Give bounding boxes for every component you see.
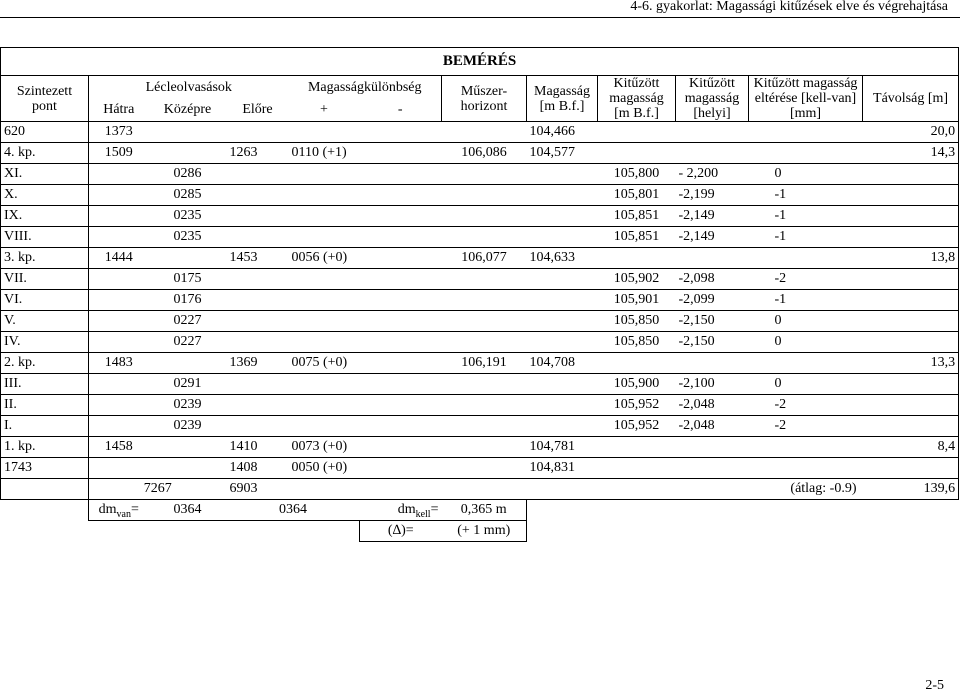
delta-row <box>1 521 959 542</box>
survey-table <box>0 47 959 542</box>
cell-staked-local: -2,149 <box>676 227 749 248</box>
cell-back <box>89 332 149 353</box>
table-row <box>1 416 959 437</box>
cell-staked-local: -2,098 <box>676 269 749 290</box>
cell-fore <box>227 290 289 311</box>
cell-elevation <box>527 290 598 311</box>
section-title: BEMÉRÉS <box>1 48 959 76</box>
cell-height-diff <box>289 164 442 185</box>
table-row <box>1 353 959 374</box>
cell-point: III. <box>1 374 89 395</box>
cell-fore <box>227 416 289 437</box>
cell-height-diff <box>289 311 442 332</box>
cell-fore <box>227 185 289 206</box>
cell-fore <box>227 122 289 143</box>
cell-middle: 0235 <box>149 206 227 227</box>
cell-distance <box>863 395 959 416</box>
dm-van-eq: = <box>130 502 139 517</box>
cell-back <box>89 185 149 206</box>
col-header-point: Szintezett pont <box>1 76 89 122</box>
col-header-staked-local: Kitűzött magasság [helyi] <box>676 76 749 122</box>
cell-point: I. <box>1 416 89 437</box>
cell-middle <box>149 122 227 143</box>
cell-back <box>89 374 149 395</box>
cell-distance <box>863 164 959 185</box>
cell-back: 1373 <box>89 122 149 143</box>
dm-kell-sub: kell <box>415 508 431 520</box>
cell-elevation: 104,633 <box>527 248 598 269</box>
cell-instrument-horizon <box>442 290 527 311</box>
cell-height-diff: 0073 (+0) <box>289 437 442 458</box>
cell-instrument-horizon <box>442 227 527 248</box>
dm-van-text: dm <box>98 502 117 517</box>
cell-instrument-horizon: 106,191 <box>442 353 527 374</box>
cell-staked-local <box>676 353 749 374</box>
cell-staked-deviation <box>749 248 863 269</box>
cell-distance <box>863 227 959 248</box>
cell-back: 1444 <box>89 248 149 269</box>
cell-staked-deviation <box>749 437 863 458</box>
col-header-middle: Középre <box>149 99 227 122</box>
cell-elevation: 104,781 <box>527 437 598 458</box>
col-header-staked-deviation: Kitűzött magasság eltérése [kell-van] [mm] <box>749 76 863 122</box>
cell-staked-local <box>676 143 749 164</box>
col-header-minus: - <box>360 99 442 122</box>
cell-staked-deviation <box>749 353 863 374</box>
cell-middle: 0239 <box>149 395 227 416</box>
table-row <box>1 311 959 332</box>
cell-staked-deviation: -1 <box>749 227 863 248</box>
cell-staked-elevation <box>598 122 676 143</box>
cell-staked-local: -2,150 <box>676 332 749 353</box>
cell-point: 2. kp. <box>1 353 89 374</box>
cell-instrument-horizon <box>442 164 527 185</box>
cell-middle <box>149 458 227 479</box>
cell-height-diff: 0075 (+0) <box>289 353 442 374</box>
cell-elevation <box>527 206 598 227</box>
cell-middle: 0227 <box>149 311 227 332</box>
table-row <box>1 374 959 395</box>
cell-staked-deviation: -1 <box>749 185 863 206</box>
cell-fore <box>227 227 289 248</box>
cell-staked-deviation: 0 <box>749 332 863 353</box>
cell-instrument-horizon <box>442 437 527 458</box>
distance-sum: 139,6 <box>863 479 959 500</box>
col-header-plus: + <box>289 99 360 122</box>
dm-van-label <box>89 500 149 521</box>
cell-middle <box>149 248 227 269</box>
cell-staked-elevation: 105,850 <box>598 311 676 332</box>
cell-middle: 0176 <box>149 290 227 311</box>
cell-staked-local: -2,048 <box>676 395 749 416</box>
cell-back <box>89 395 149 416</box>
cell-point: II. <box>1 395 89 416</box>
table-row <box>1 395 959 416</box>
cell-distance <box>863 185 959 206</box>
cell-staked-deviation: -2 <box>749 416 863 437</box>
back-sum: 7267 <box>89 479 227 500</box>
cell-distance <box>863 206 959 227</box>
cell-point: V. <box>1 311 89 332</box>
col-header-instrument-horizon: Műszer-horizont <box>442 76 527 122</box>
cell-staked-elevation: 105,952 <box>598 395 676 416</box>
cell-point: 620 <box>1 122 89 143</box>
cell-point: IX. <box>1 206 89 227</box>
table-row <box>1 248 959 269</box>
cell-height-diff <box>289 395 442 416</box>
cell-instrument-horizon <box>442 458 527 479</box>
cell-staked-deviation: 0 <box>749 311 863 332</box>
cell-staked-elevation: 105,800 <box>598 164 676 185</box>
col-header-fore: Előre <box>227 99 289 122</box>
cell-instrument-horizon <box>442 122 527 143</box>
cell-middle <box>149 353 227 374</box>
cell-point: 1. kp. <box>1 437 89 458</box>
delta-value: (+ 1 mm) <box>442 521 527 542</box>
cell-back <box>89 269 149 290</box>
cell-back <box>89 416 149 437</box>
cell-staked-elevation: 105,851 <box>598 227 676 248</box>
table-row <box>1 143 959 164</box>
cell-elevation <box>527 416 598 437</box>
table-row <box>1 122 959 143</box>
dm-kell-text: dm <box>397 502 416 517</box>
cell-staked-elevation <box>598 437 676 458</box>
cell-height-diff: 0056 (+0) <box>289 248 442 269</box>
cell-back <box>89 227 149 248</box>
totals-row <box>1 479 959 500</box>
cell-fore: 1410 <box>227 437 289 458</box>
cell-point: X. <box>1 185 89 206</box>
cell-instrument-horizon <box>442 416 527 437</box>
cell-instrument-horizon <box>442 269 527 290</box>
cell-back <box>89 458 149 479</box>
cell-staked-elevation: 105,901 <box>598 290 676 311</box>
cell-distance <box>863 416 959 437</box>
header-row-1 <box>1 76 959 99</box>
table-row <box>1 290 959 311</box>
cell-elevation <box>527 311 598 332</box>
cell-fore: 1453 <box>227 248 289 269</box>
cell-staked-deviation <box>749 143 863 164</box>
cell-distance: 14,3 <box>863 143 959 164</box>
cell-staked-elevation <box>598 248 676 269</box>
cell-elevation <box>527 269 598 290</box>
cell-point: VII. <box>1 269 89 290</box>
cell-staked-elevation: 105,902 <box>598 269 676 290</box>
cell-height-diff <box>289 185 442 206</box>
col-header-height-diff: Magasságkülönbség <box>289 76 442 99</box>
table-row <box>1 227 959 248</box>
cell-fore <box>227 206 289 227</box>
cell-instrument-horizon <box>442 395 527 416</box>
cell-middle: 0235 <box>149 227 227 248</box>
cell-fore: 1408 <box>227 458 289 479</box>
cell-distance <box>863 290 959 311</box>
cell-elevation <box>527 185 598 206</box>
cell-middle: 0286 <box>149 164 227 185</box>
dm-kell-value: 0,365 m <box>442 500 527 521</box>
cell-back: 1483 <box>89 353 149 374</box>
cell-fore <box>227 269 289 290</box>
cell-staked-local: -2,149 <box>676 206 749 227</box>
cell-fore <box>227 332 289 353</box>
cell-distance: 20,0 <box>863 122 959 143</box>
cell-staked-local: -2,150 <box>676 311 749 332</box>
cell-height-diff <box>289 332 442 353</box>
cell-fore <box>227 395 289 416</box>
cell-point: XI. <box>1 164 89 185</box>
cell-staked-deviation: 0 <box>749 374 863 395</box>
closure-spacer <box>1 500 89 521</box>
cell-height-diff <box>289 227 442 248</box>
cell-point: VIII. <box>1 227 89 248</box>
cell-staked-local <box>676 248 749 269</box>
cell-staked-elevation: 105,850 <box>598 332 676 353</box>
header-rule <box>0 17 960 18</box>
cell-back: 1509 <box>89 143 149 164</box>
cell-staked-deviation <box>749 122 863 143</box>
cell-elevation <box>527 395 598 416</box>
cell-distance <box>863 311 959 332</box>
table-row <box>1 164 959 185</box>
dm-van-sub: van <box>116 508 131 520</box>
cell-staked-local: -2,100 <box>676 374 749 395</box>
cell-staked-elevation: 105,900 <box>598 374 676 395</box>
cell-fore <box>227 374 289 395</box>
cell-fore: 1263 <box>227 143 289 164</box>
cell-back <box>89 164 149 185</box>
cell-middle <box>149 143 227 164</box>
cell-fore <box>227 164 289 185</box>
cell-instrument-horizon <box>442 311 527 332</box>
cell-fore <box>227 311 289 332</box>
cell-height-diff <box>289 206 442 227</box>
cell-middle: 0227 <box>149 332 227 353</box>
dm-van-value: 0364 <box>149 500 227 521</box>
cell-point: 1743 <box>1 458 89 479</box>
cell-staked-deviation: -1 <box>749 206 863 227</box>
dm-van-value-2: 0364 <box>227 500 360 521</box>
cell-middle: 0239 <box>149 416 227 437</box>
cell-middle: 0291 <box>149 374 227 395</box>
cell-elevation: 104,577 <box>527 143 598 164</box>
cell-elevation <box>527 164 598 185</box>
cell-staked-local <box>676 458 749 479</box>
cell-staked-local <box>676 437 749 458</box>
section-title-row <box>1 48 959 76</box>
table-row <box>1 185 959 206</box>
cell-back <box>89 311 149 332</box>
cell-distance <box>863 332 959 353</box>
cell-elevation: 104,708 <box>527 353 598 374</box>
col-header-elevation: Magasság [m B.f.] <box>527 76 598 122</box>
delta-label: (∆)= <box>360 521 442 542</box>
delta-spacer <box>1 521 360 542</box>
cell-distance <box>863 374 959 395</box>
cell-staked-deviation: 0 <box>749 164 863 185</box>
dm-kell-eq: = <box>430 502 439 517</box>
cell-point: IV. <box>1 332 89 353</box>
cell-staked-deviation <box>749 458 863 479</box>
cell-distance: 8,4 <box>863 437 959 458</box>
cell-staked-elevation: 105,851 <box>598 206 676 227</box>
cell-staked-elevation <box>598 143 676 164</box>
cell-elevation <box>527 332 598 353</box>
cell-distance: 13,8 <box>863 248 959 269</box>
closure-row <box>1 500 959 521</box>
cell-height-diff <box>289 290 442 311</box>
page-number: 2-5 <box>925 678 944 693</box>
table-row <box>1 332 959 353</box>
cell-back <box>89 290 149 311</box>
cell-point: 4. kp. <box>1 143 89 164</box>
cell-staked-elevation: 105,952 <box>598 416 676 437</box>
cell-middle: 0285 <box>149 185 227 206</box>
cell-instrument-horizon: 106,086 <box>442 143 527 164</box>
cell-elevation: 104,466 <box>527 122 598 143</box>
cell-staked-deviation: -2 <box>749 395 863 416</box>
cell-instrument-horizon <box>442 374 527 395</box>
cell-height-diff <box>289 122 442 143</box>
cell-elevation: 104,831 <box>527 458 598 479</box>
cell-fore: 1369 <box>227 353 289 374</box>
cell-instrument-horizon <box>442 332 527 353</box>
cell-height-diff: 0050 (+0) <box>289 458 442 479</box>
cell-distance: 13,3 <box>863 353 959 374</box>
cell-staked-elevation <box>598 353 676 374</box>
cell-staked-deviation: -2 <box>749 269 863 290</box>
cell-elevation <box>527 374 598 395</box>
cell-staked-elevation <box>598 458 676 479</box>
cell-staked-deviation: -1 <box>749 290 863 311</box>
average-note: (átlag: -0.9) <box>289 479 863 500</box>
cell-back: 1458 <box>89 437 149 458</box>
table-row <box>1 269 959 290</box>
table-row <box>1 206 959 227</box>
cell-height-diff <box>289 416 442 437</box>
col-header-readings: Lécleolvasások <box>89 76 289 99</box>
cell-staked-elevation: 105,801 <box>598 185 676 206</box>
document-header-title: 4-6. gyakorlat: Magassági kitűzések elve és végrehajtása <box>630 0 948 14</box>
cell-height-diff: 0110 (+1) <box>289 143 442 164</box>
col-header-back: Hátra <box>89 99 149 122</box>
col-header-distance: Távolság [m] <box>863 76 959 122</box>
cell-instrument-horizon: 106,077 <box>442 248 527 269</box>
cell-distance <box>863 458 959 479</box>
cell-staked-local: -2,099 <box>676 290 749 311</box>
cell-distance <box>863 269 959 290</box>
cell-point: VI. <box>1 290 89 311</box>
fore-sum: 6903 <box>227 479 289 500</box>
cell-middle: 0175 <box>149 269 227 290</box>
cell-staked-local: -2,199 <box>676 185 749 206</box>
cell-height-diff <box>289 269 442 290</box>
table-row <box>1 458 959 479</box>
table-row <box>1 437 959 458</box>
cell-back <box>89 206 149 227</box>
cell-elevation <box>527 227 598 248</box>
cell-instrument-horizon <box>442 206 527 227</box>
cell-staked-local: - 2,200 <box>676 164 749 185</box>
dm-kell-label <box>360 500 442 521</box>
cell-staked-local: -2,048 <box>676 416 749 437</box>
totals-empty <box>1 479 89 500</box>
cell-instrument-horizon <box>442 185 527 206</box>
col-header-staked-elevation: Kitűzött magasság [m B.f.] <box>598 76 676 122</box>
cell-staked-local <box>676 122 749 143</box>
cell-point: 3. kp. <box>1 248 89 269</box>
cell-middle <box>149 437 227 458</box>
cell-height-diff <box>289 374 442 395</box>
